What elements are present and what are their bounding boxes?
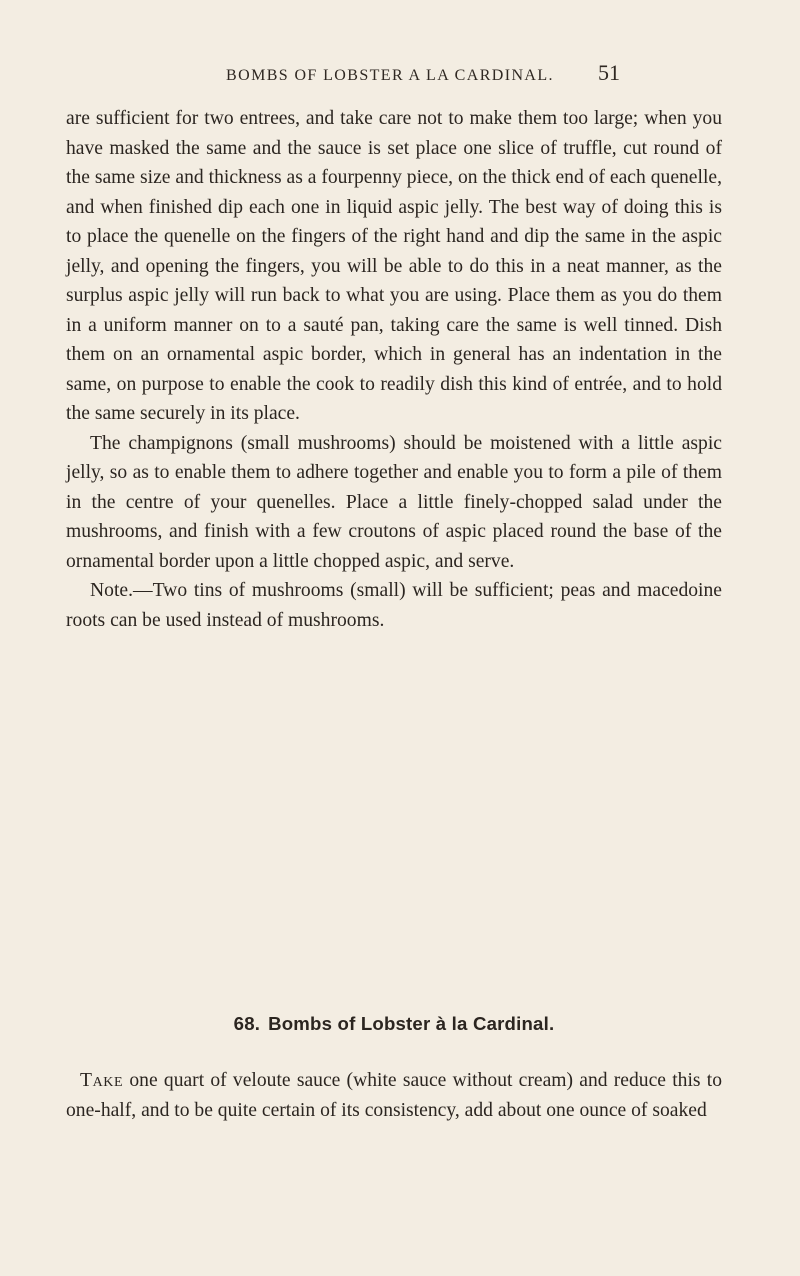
recipe-paragraph <box>66 1066 722 1126</box>
running-head: BOMBS OF LOBSTER A LA CARDINAL. <box>226 67 554 84</box>
page-number: 51 <box>598 60 620 85</box>
recipe-text <box>66 1066 722 1126</box>
recipe-first-word: Take <box>80 1070 124 1091</box>
body-text <box>66 104 722 635</box>
paragraph-champignons: The champignons (small mushrooms) should be moistened with a little aspic jelly, so as to enable them to adhere together and enable you to form a pile of them in the centre of your quenelles. Place a little finely-chopped salad under the mushrooms, and finish with a few croutons of aspic placed round the base of the ornamental border upon a little chopped aspic, and serve. <box>66 432 722 572</box>
paragraph-note: Note.—Two tins of mushrooms (small) will be sufficient; peas and macedoine roots can be used instead of mushrooms. <box>66 580 722 631</box>
recipe-heading <box>66 1013 722 1035</box>
recipe-title: Bombs of Lobster à la Cardinal. <box>268 1013 555 1034</box>
recipe-body: one quart of veloute sauce (white sauce without cream) and reduce this to one-half, and to be quite certain of its consistency, add about one ounce of soaked <box>66 1070 722 1121</box>
paragraph-continuation: are sufficient for two entrees, and take care not to make them too large; when you have masked the same and the sauce is set place one slice of truffle, cut round of the same size and thickness as a fourpenny piece, on the thick end of each quenelle, and when finished dip each one in liquid aspic jelly. The best way of doing this is to place the quenelle on the fingers of the right hand and dip the same in the aspic jelly, and opening the fingers, you will be able to do this in a neat manner, as the surplus aspic jelly will run back to what you are using. Place them as you do them in a uniform manner on to a sauté pan, taking care the same is well tinned. Dish them on an ornamental aspic border, which in general has an indentation in the same, on purpose to enable the cook to readily dish this kind of entrée, and to hold the same securely in its place. <box>66 108 722 424</box>
recipe-number: 68. <box>233 1013 261 1034</box>
